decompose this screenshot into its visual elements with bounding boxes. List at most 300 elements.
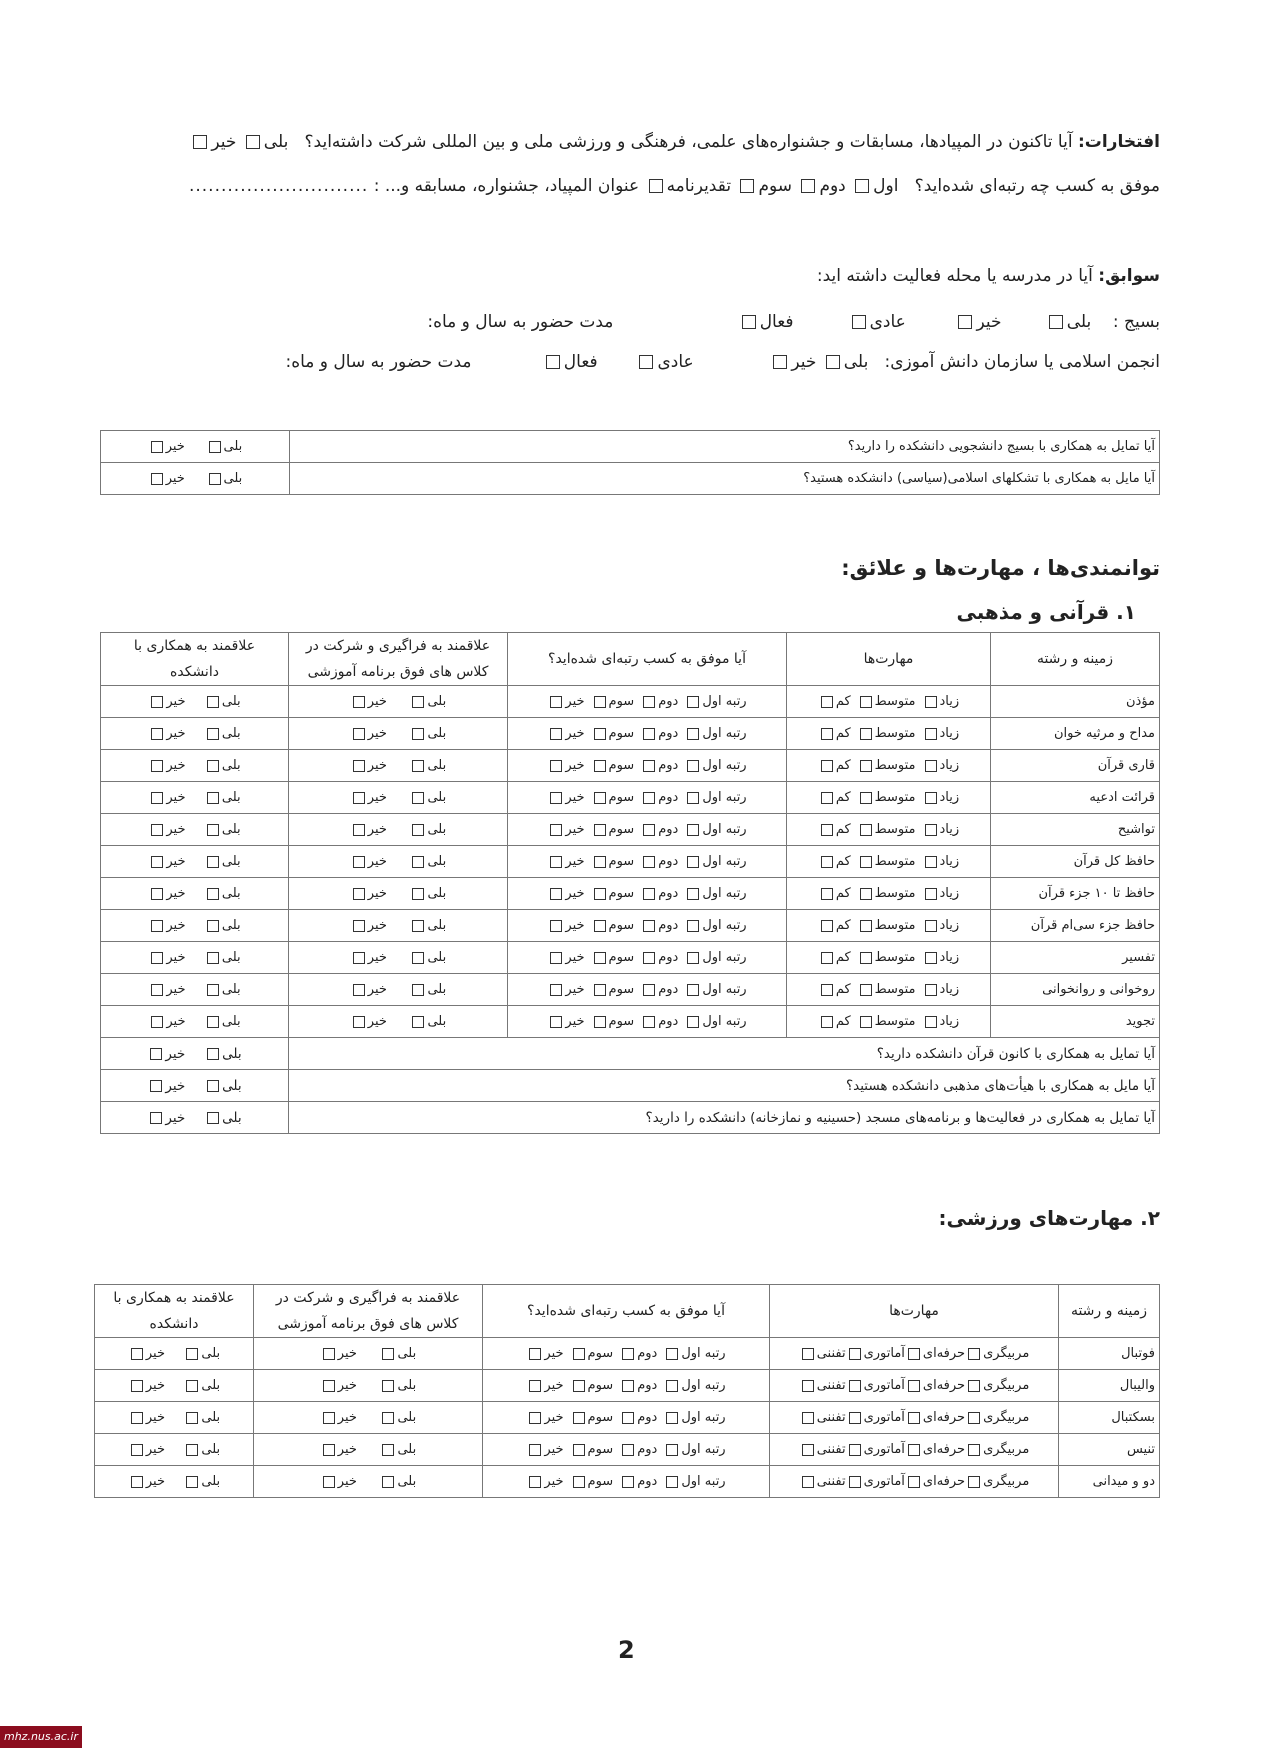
header-field: زمینه و رشته <box>1059 1285 1160 1338</box>
rank-third-checkbox[interactable] <box>573 1412 585 1424</box>
class-no-checkbox[interactable] <box>353 920 365 932</box>
class-yes-checkbox[interactable] <box>412 984 424 996</box>
coop-yes-checkbox[interactable] <box>186 1476 198 1488</box>
rank-no-checkbox[interactable] <box>550 856 562 868</box>
table-row <box>101 814 1160 846</box>
skill-hobby-checkbox[interactable] <box>802 1476 814 1488</box>
rank-no-checkbox[interactable] <box>550 920 562 932</box>
coop-options: بلی خیر <box>101 750 289 782</box>
rank-no-checkbox[interactable] <box>529 1380 541 1392</box>
class-no-checkbox[interactable] <box>353 856 365 868</box>
skill-high-checkbox[interactable] <box>925 824 937 836</box>
rank-no-checkbox[interactable] <box>529 1412 541 1424</box>
rank-no-checkbox[interactable] <box>550 952 562 964</box>
skill-hobby-checkbox[interactable] <box>802 1348 814 1360</box>
rank-no-checkbox[interactable] <box>529 1476 541 1488</box>
class-yes-checkbox[interactable] <box>382 1444 394 1456</box>
class-options: بلی خیر <box>254 1370 483 1402</box>
rank-no-checkbox[interactable] <box>550 696 562 708</box>
skill-amateur-checkbox[interactable] <box>849 1476 861 1488</box>
rank-options: رتبه اولدومسومخیر <box>508 718 787 750</box>
class-options: بلی خیر <box>254 1338 483 1370</box>
question-text: آیا مایل به همکاری با هیأت‌های مذهبی دانشکده هستید؟ <box>289 1070 1160 1102</box>
rank-third-checkbox[interactable] <box>594 728 606 740</box>
skill-high-checkbox[interactable] <box>925 984 937 996</box>
coop-no-checkbox[interactable] <box>151 952 163 964</box>
class-yes-checkbox[interactable] <box>412 952 424 964</box>
skill-mid-checkbox[interactable] <box>860 792 872 804</box>
skill-coach-checkbox[interactable] <box>968 1380 980 1392</box>
rank-second-checkbox[interactable] <box>622 1444 634 1456</box>
class-yes-checkbox[interactable] <box>412 888 424 900</box>
skill-hobby-checkbox[interactable] <box>802 1444 814 1456</box>
rank-options: رتبه اولدومسومخیر <box>508 782 787 814</box>
skill-mid-checkbox[interactable] <box>860 728 872 740</box>
rank-options: رتبه اولدومسومخیر <box>508 750 787 782</box>
coop-no-checkbox[interactable] <box>131 1412 143 1424</box>
coop-no-checkbox[interactable] <box>151 728 163 740</box>
rank-options: رتبه اولدومسومخیر <box>508 686 787 718</box>
skill-high-checkbox[interactable] <box>925 856 937 868</box>
coop-no-checkbox[interactable] <box>131 1380 143 1392</box>
field-name: روخوانی و روانخوانی <box>991 974 1160 1006</box>
question-text: آیا تمایل به همکاری با کانون قرآن دانشکده دارید؟ <box>289 1038 1160 1070</box>
class-no-checkbox[interactable] <box>353 760 365 772</box>
rank-second-checkbox[interactable] <box>643 728 655 740</box>
skill-pro-checkbox[interactable] <box>908 1444 920 1456</box>
achievements-no-checkbox[interactable] <box>193 135 207 149</box>
rank-options: رتبه اولدومسومخیر <box>483 1466 770 1498</box>
anjoman-active-checkbox[interactable] <box>546 355 560 369</box>
rank-third-checkbox[interactable] <box>594 920 606 932</box>
rank-third-checkbox[interactable] <box>594 824 606 836</box>
coop-options: بلی خیر <box>101 463 290 495</box>
rank-first-checkbox[interactable] <box>687 888 699 900</box>
rank-third-checkbox[interactable] <box>573 1444 585 1456</box>
coop-no-checkbox[interactable] <box>151 1016 163 1028</box>
rank-third-checkbox[interactable] <box>594 696 606 708</box>
class-no-checkbox[interactable] <box>353 728 365 740</box>
rank-first-checkbox[interactable] <box>687 696 699 708</box>
class-options: بلی خیر <box>289 718 508 750</box>
coop-yes-checkbox[interactable] <box>207 888 219 900</box>
field-name: حافظ تا ۱۰ جزء قرآن <box>991 878 1160 910</box>
coop-yes-checkbox[interactable] <box>207 1112 219 1124</box>
class-no-checkbox[interactable] <box>353 888 365 900</box>
background-line: سوابق: آیا در مدرسه یا محله فعالیت داشته اید: <box>816 266 1160 286</box>
skill-mid-checkbox[interactable] <box>860 984 872 996</box>
skill-high-checkbox[interactable] <box>925 792 937 804</box>
coop-yes-checkbox[interactable] <box>207 1016 219 1028</box>
table-row <box>95 1370 1160 1402</box>
skill-pro-checkbox[interactable] <box>908 1476 920 1488</box>
coop-no-checkbox[interactable] <box>131 1444 143 1456</box>
skill-coach-checkbox[interactable] <box>968 1348 980 1360</box>
table-row <box>101 942 1160 974</box>
rank-no-checkbox[interactable] <box>550 728 562 740</box>
rank-third-checkbox[interactable] <box>594 760 606 772</box>
skill-amateur-checkbox[interactable] <box>849 1444 861 1456</box>
coop-no-checkbox[interactable] <box>151 824 163 836</box>
rank-options: رتبه اولدومسومخیر <box>483 1338 770 1370</box>
rank-second-checkbox[interactable] <box>622 1380 634 1392</box>
anjoman-no-checkbox[interactable] <box>773 355 787 369</box>
rank-no-checkbox[interactable] <box>550 984 562 996</box>
skill-options: مربیگریحرفه‌ایآماتوریتفننی <box>770 1338 1059 1370</box>
rank-options: رتبه اولدومسومخیر <box>483 1402 770 1434</box>
field-name: تواشیح <box>991 814 1160 846</box>
class-yes-checkbox[interactable] <box>412 856 424 868</box>
class-options: بلی خیر <box>289 750 508 782</box>
coop-options: بلی خیر <box>95 1370 254 1402</box>
coop-yes-checkbox[interactable] <box>186 1380 198 1392</box>
header-field: زمینه و رشته <box>991 633 1160 686</box>
table-row <box>101 878 1160 910</box>
skill-low-checkbox[interactable] <box>821 920 833 932</box>
coop-options: بلی خیر <box>101 1070 289 1102</box>
coop-yes-checkbox[interactable] <box>207 920 219 932</box>
class-options: بلی خیر <box>289 974 508 1006</box>
field-name: حافظ کل قرآن <box>991 846 1160 878</box>
coop-options: بلی خیر <box>101 686 289 718</box>
rank-third-checkbox[interactable] <box>740 179 754 193</box>
coop-yes-checkbox[interactable] <box>186 1412 198 1424</box>
rank-options: رتبه اولدومسومخیر <box>508 846 787 878</box>
achievements-line: افتخارات: آیا تاکنون در المپیادها، مسابقات و جشنواره‌های علمی، فرهنگی و ورزشی ملی و بین المللی شرکت داشته‌اید؟ بلی خیر <box>189 132 1160 152</box>
coop-options: بلی خیر <box>101 942 289 974</box>
rank-first-checkbox[interactable] <box>687 728 699 740</box>
class-no-checkbox[interactable] <box>353 984 365 996</box>
skill-options: زیادمتوسطکم <box>787 1006 991 1038</box>
skill-mid-checkbox[interactable] <box>860 760 872 772</box>
skill-low-checkbox[interactable] <box>821 856 833 868</box>
rank-second-checkbox[interactable] <box>643 792 655 804</box>
rank-no-checkbox[interactable] <box>529 1348 541 1360</box>
class-options: بلی خیر <box>289 878 508 910</box>
coop-no-checkbox[interactable] <box>151 473 163 485</box>
field-name: تفسیر <box>991 942 1160 974</box>
background-label: سوابق: <box>1098 266 1160 286</box>
rank-first-checkbox[interactable] <box>687 792 699 804</box>
skill-low-checkbox[interactable] <box>821 728 833 740</box>
class-options: بلی خیر <box>254 1402 483 1434</box>
skill-mid-checkbox[interactable] <box>860 1016 872 1028</box>
class-no-checkbox[interactable] <box>323 1348 335 1360</box>
basij-yes-checkbox[interactable] <box>1049 315 1063 329</box>
header-skills: مهارت‌ها <box>770 1285 1059 1338</box>
anjoman-duration: مدت حضور به سال و ماه: <box>285 352 472 372</box>
coop-options: بلی خیر <box>101 431 290 463</box>
class-options: بلی خیر <box>254 1434 483 1466</box>
skill-mid-checkbox[interactable] <box>860 856 872 868</box>
table-row <box>101 974 1160 1006</box>
coop-no-checkbox[interactable] <box>150 1080 162 1092</box>
skill-mid-checkbox[interactable] <box>860 920 872 932</box>
rank-third-checkbox[interactable] <box>573 1348 585 1360</box>
rank-options: رتبه اولدومسومخیر <box>508 878 787 910</box>
rank-no-checkbox[interactable] <box>550 824 562 836</box>
skill-pro-checkbox[interactable] <box>908 1412 920 1424</box>
table-row <box>101 718 1160 750</box>
skill-coach-checkbox[interactable] <box>968 1412 980 1424</box>
skill-mid-checkbox[interactable] <box>860 824 872 836</box>
class-options: بلی خیر <box>289 1006 508 1038</box>
page-number: 2 <box>618 1636 635 1664</box>
rank-first-checkbox[interactable] <box>855 179 869 193</box>
class-yes-checkbox[interactable] <box>382 1476 394 1488</box>
skill-high-checkbox[interactable] <box>925 952 937 964</box>
class-no-checkbox[interactable] <box>353 952 365 964</box>
skill-pro-checkbox[interactable] <box>908 1348 920 1360</box>
coop-yes-checkbox[interactable] <box>207 856 219 868</box>
skill-options: مربیگریحرفه‌ایآماتوریتفننی <box>770 1370 1059 1402</box>
rank-options: رتبه اولدومسومخیر <box>508 814 787 846</box>
rank-second-checkbox[interactable] <box>643 696 655 708</box>
rank-first-checkbox[interactable] <box>687 824 699 836</box>
class-no-checkbox[interactable] <box>353 1016 365 1028</box>
coop-yes-checkbox[interactable] <box>207 696 219 708</box>
table-header-row <box>101 633 1160 686</box>
skill-mid-checkbox[interactable] <box>860 696 872 708</box>
skill-low-checkbox[interactable] <box>821 760 833 772</box>
skill-pro-checkbox[interactable] <box>908 1380 920 1392</box>
class-options: بلی خیر <box>289 942 508 974</box>
skill-coach-checkbox[interactable] <box>968 1444 980 1456</box>
rank-third-checkbox[interactable] <box>594 792 606 804</box>
skill-options: زیادمتوسطکم <box>787 846 991 878</box>
skill-options: مربیگریحرفه‌ایآماتوریتفننی <box>770 1434 1059 1466</box>
rank-second-checkbox[interactable] <box>643 856 655 868</box>
coop-options: بلی خیر <box>101 1038 289 1070</box>
field-name: قرائت ادعیه <box>991 782 1160 814</box>
skill-options: مربیگریحرفه‌ایآماتوریتفننی <box>770 1402 1059 1434</box>
class-no-checkbox[interactable] <box>323 1412 335 1424</box>
rank-options: رتبه اولدومسومخیر <box>483 1370 770 1402</box>
class-yes-checkbox[interactable] <box>412 1016 424 1028</box>
skill-high-checkbox[interactable] <box>925 1016 937 1028</box>
coop-no-checkbox[interactable] <box>150 1048 162 1060</box>
class-no-checkbox[interactable] <box>323 1380 335 1392</box>
rank-second-checkbox[interactable] <box>801 179 815 193</box>
class-no-checkbox[interactable] <box>353 824 365 836</box>
coop-options: بلی خیر <box>95 1434 254 1466</box>
field-name: تنیس <box>1059 1434 1160 1466</box>
coop-yes-checkbox[interactable] <box>207 760 219 772</box>
rank-second-checkbox[interactable] <box>622 1348 634 1360</box>
class-yes-checkbox[interactable] <box>382 1412 394 1424</box>
skill-high-checkbox[interactable] <box>925 920 937 932</box>
basij-normal-checkbox[interactable] <box>852 315 866 329</box>
coop-no-checkbox[interactable] <box>151 441 163 453</box>
rank-first-checkbox[interactable] <box>687 1016 699 1028</box>
rank-second-checkbox[interactable] <box>643 952 655 964</box>
class-yes-checkbox[interactable] <box>412 920 424 932</box>
sports-table <box>94 1284 1160 1498</box>
rank-options: رتبه اولدومسومخیر <box>483 1434 770 1466</box>
class-yes-checkbox[interactable] <box>382 1380 394 1392</box>
anjoman-yes-checkbox[interactable] <box>826 355 840 369</box>
footer-badge[interactable]: mhz.nus.ac.ir <box>0 1726 82 1748</box>
coop-no-checkbox[interactable] <box>131 1348 143 1360</box>
rank-first-checkbox[interactable] <box>687 856 699 868</box>
rank-no-checkbox[interactable] <box>550 888 562 900</box>
coop-no-checkbox[interactable] <box>151 888 163 900</box>
coop-yes-checkbox[interactable] <box>207 952 219 964</box>
skill-mid-checkbox[interactable] <box>860 952 872 964</box>
rank-second-checkbox[interactable] <box>622 1412 634 1424</box>
coop-options: بلی خیر <box>95 1338 254 1370</box>
basij-no-checkbox[interactable] <box>958 315 972 329</box>
field-name: حافظ جزء سی‌ام قرآن <box>991 910 1160 942</box>
class-no-checkbox[interactable] <box>323 1476 335 1488</box>
skill-amateur-checkbox[interactable] <box>849 1348 861 1360</box>
rank-first-checkbox[interactable] <box>687 952 699 964</box>
rank-third-checkbox[interactable] <box>594 984 606 996</box>
class-no-checkbox[interactable] <box>323 1444 335 1456</box>
coop-yes-checkbox[interactable] <box>207 728 219 740</box>
skill-options: زیادمتوسطکم <box>787 910 991 942</box>
coop-no-checkbox[interactable] <box>151 792 163 804</box>
achievements-label: افتخارات: <box>1077 132 1160 152</box>
coop-no-checkbox[interactable] <box>151 984 163 996</box>
anjoman-normal-checkbox[interactable] <box>639 355 653 369</box>
header-coop: علاقمند به همکاری با دانشکده <box>101 633 289 686</box>
skill-low-checkbox[interactable] <box>821 1016 833 1028</box>
skill-options: مربیگریحرفه‌ایآماتوریتفننی <box>770 1466 1059 1498</box>
skill-high-checkbox[interactable] <box>925 728 937 740</box>
skill-low-checkbox[interactable] <box>821 696 833 708</box>
class-yes-checkbox[interactable] <box>412 824 424 836</box>
skill-low-checkbox[interactable] <box>821 824 833 836</box>
coop-options: بلی خیر <box>101 1102 289 1134</box>
coop-yes-checkbox[interactable] <box>209 441 221 453</box>
coop-yes-checkbox[interactable] <box>207 792 219 804</box>
rank-no-checkbox[interactable] <box>550 760 562 772</box>
rank-first-checkbox[interactable] <box>687 984 699 996</box>
class-options: بلی خیر <box>289 686 508 718</box>
skill-coach-checkbox[interactable] <box>968 1476 980 1488</box>
header-coop: علاقمند به همکاری با دانشکده <box>95 1285 254 1338</box>
coop-yes-checkbox[interactable] <box>207 1048 219 1060</box>
coop-yes-checkbox[interactable] <box>207 824 219 836</box>
field-name: مؤذن <box>991 686 1160 718</box>
rank-no-checkbox[interactable] <box>550 1016 562 1028</box>
table-row <box>95 1402 1160 1434</box>
class-options: بلی خیر <box>254 1466 483 1498</box>
class-no-checkbox[interactable] <box>353 792 365 804</box>
coop-yes-checkbox[interactable] <box>186 1348 198 1360</box>
coop-options: بلی خیر <box>101 814 289 846</box>
field-name: تجوید <box>991 1006 1160 1038</box>
skill-low-checkbox[interactable] <box>821 984 833 996</box>
skill-mid-checkbox[interactable] <box>860 888 872 900</box>
coop-no-checkbox[interactable] <box>151 696 163 708</box>
coop-yes-checkbox[interactable] <box>209 473 221 485</box>
quran-heading: ۱. قرآنی و مذهبی <box>956 600 1136 624</box>
skill-high-checkbox[interactable] <box>925 888 937 900</box>
rank-first-checkbox[interactable] <box>666 1380 678 1392</box>
table-row <box>101 750 1160 782</box>
class-yes-checkbox[interactable] <box>382 1348 394 1360</box>
rank-second-checkbox[interactable] <box>643 920 655 932</box>
coop-options: بلی خیر <box>101 878 289 910</box>
rank-options: رتبه اولدومسومخیر <box>508 910 787 942</box>
rank-third-checkbox[interactable] <box>594 1016 606 1028</box>
basij-line: بسیج : بلی خیر عادی فعال مدت حضور به سال و ماه: <box>427 312 1160 332</box>
rank-second-checkbox[interactable] <box>643 1016 655 1028</box>
skill-high-checkbox[interactable] <box>925 760 937 772</box>
skill-high-checkbox[interactable] <box>925 696 937 708</box>
rank-third-checkbox[interactable] <box>573 1476 585 1488</box>
rank-second-checkbox[interactable] <box>643 824 655 836</box>
rank-first-checkbox[interactable] <box>687 760 699 772</box>
class-yes-checkbox[interactable] <box>412 728 424 740</box>
coop-no-checkbox[interactable] <box>150 1112 162 1124</box>
skill-hobby-checkbox[interactable] <box>802 1380 814 1392</box>
coop-yes-checkbox[interactable] <box>207 984 219 996</box>
rank-second-checkbox[interactable] <box>643 760 655 772</box>
skill-amateur-checkbox[interactable] <box>849 1380 861 1392</box>
table-row <box>101 1102 1160 1134</box>
title-blank[interactable]: ............................ <box>188 176 369 196</box>
rank-no-checkbox[interactable] <box>529 1444 541 1456</box>
class-yes-checkbox[interactable] <box>412 760 424 772</box>
skill-low-checkbox[interactable] <box>821 792 833 804</box>
skill-options: زیادمتوسطکم <box>787 942 991 974</box>
skill-amateur-checkbox[interactable] <box>849 1412 861 1424</box>
rank-third-checkbox[interactable] <box>594 888 606 900</box>
question-text: آیا تمایل به همکاری در فعالیت‌ها و برنامه‌های مسجد (حسینیه و نمازخانه) دانشکده را دارید؟ <box>289 1102 1160 1134</box>
rank-first-checkbox[interactable] <box>666 1476 678 1488</box>
rank-first-checkbox[interactable] <box>666 1348 678 1360</box>
table-row <box>95 1466 1160 1498</box>
basij-duration: مدت حضور به سال و ماه: <box>427 312 614 332</box>
skill-low-checkbox[interactable] <box>821 888 833 900</box>
class-yes-checkbox[interactable] <box>412 792 424 804</box>
class-yes-checkbox[interactable] <box>412 696 424 708</box>
coop-yes-checkbox[interactable] <box>207 1080 219 1092</box>
skill-hobby-checkbox[interactable] <box>802 1412 814 1424</box>
coop-no-checkbox[interactable] <box>151 856 163 868</box>
skill-options: زیادمتوسطکم <box>787 750 991 782</box>
achievements-yes-checkbox[interactable] <box>246 135 260 149</box>
rank-first-checkbox[interactable] <box>666 1412 678 1424</box>
skill-options: زیادمتوسطکم <box>787 718 991 750</box>
table-row <box>95 1434 1160 1466</box>
certificate-checkbox[interactable] <box>649 179 663 193</box>
coop-yes-checkbox[interactable] <box>186 1444 198 1456</box>
rank-third-checkbox[interactable] <box>573 1380 585 1392</box>
rank-second-checkbox[interactable] <box>643 984 655 996</box>
coop-no-checkbox[interactable] <box>151 920 163 932</box>
rank-third-checkbox[interactable] <box>594 856 606 868</box>
skill-low-checkbox[interactable] <box>821 952 833 964</box>
coop-no-checkbox[interactable] <box>151 760 163 772</box>
rank-second-checkbox[interactable] <box>622 1476 634 1488</box>
class-no-checkbox[interactable] <box>353 696 365 708</box>
coop-no-checkbox[interactable] <box>131 1476 143 1488</box>
rank-third-checkbox[interactable] <box>594 952 606 964</box>
basij-active-checkbox[interactable] <box>742 315 756 329</box>
rank-no-checkbox[interactable] <box>550 792 562 804</box>
rank-options: رتبه اولدومسومخیر <box>508 1006 787 1038</box>
rank-first-checkbox[interactable] <box>687 920 699 932</box>
rank-second-checkbox[interactable] <box>643 888 655 900</box>
coop-options: بلی خیر <box>95 1402 254 1434</box>
field-name: والیبال <box>1059 1370 1160 1402</box>
rank-first-checkbox[interactable] <box>666 1444 678 1456</box>
header-class: علاقمند به فراگیری و شرکت در کلاس های فوق برنامه آموزشی <box>254 1285 483 1338</box>
